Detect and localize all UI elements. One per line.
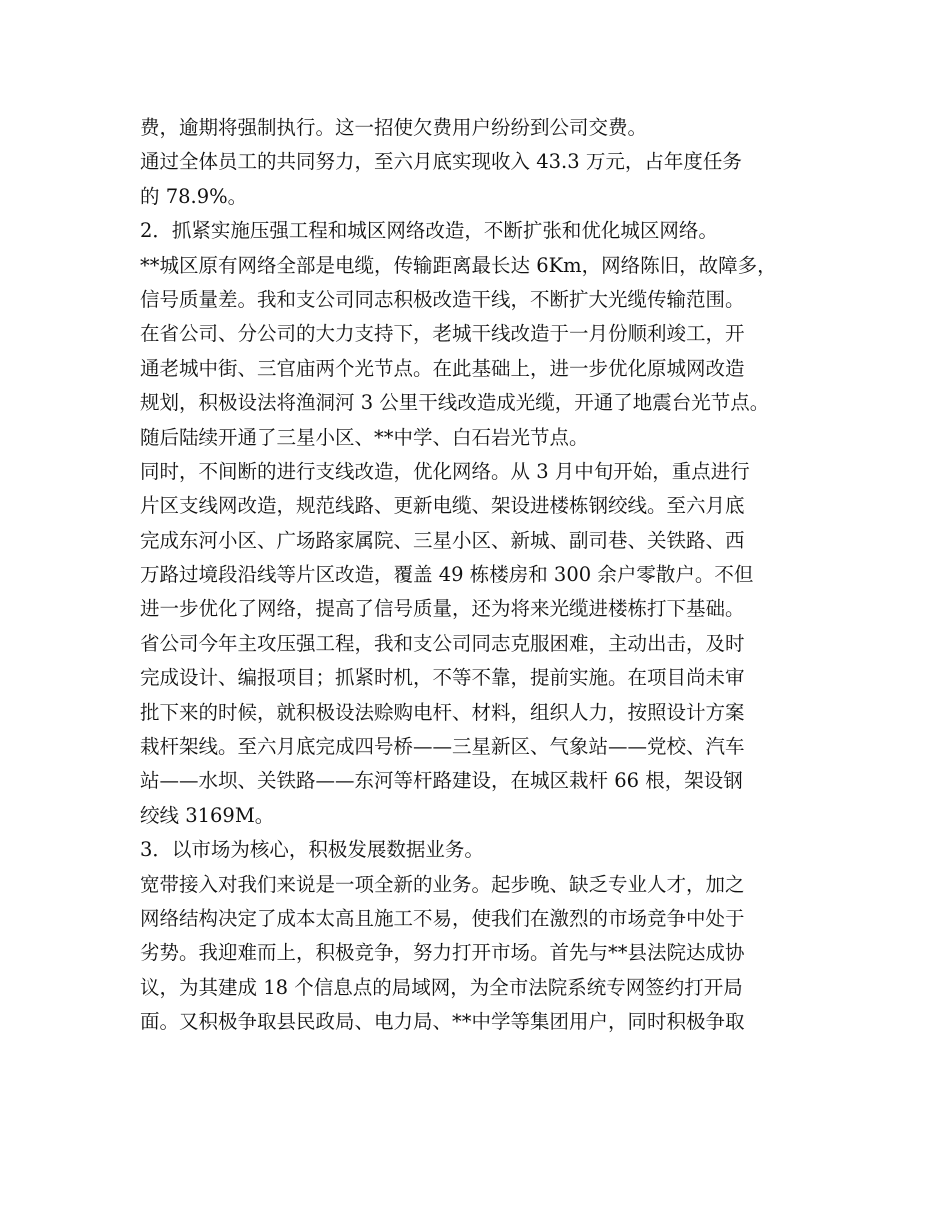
text-line: 信号质量差。我和支公司同志积极改造干线，不断扩大光缆传输范围。 bbox=[140, 287, 745, 311]
section-heading: 3．以市场为核心，积极发展数据业务。 bbox=[140, 838, 484, 862]
text-line: 随后陆续开通了三星小区、**中学、白石岩光节点。 bbox=[140, 425, 589, 449]
text-line: 绞线 3169M。 bbox=[140, 803, 275, 827]
text-line: 完成设计、编报项目；抓紧时机，不等不靠，提前实施。在项目尚未审 bbox=[140, 666, 745, 690]
text-line: 宽带接入对我们来说是一项全新的业务。起步晚、缺乏专业人才，加之 bbox=[140, 872, 745, 896]
text-line: 栽杆架线。至六月底完成四号桥——三星新区、气象站——党校、汽车 bbox=[140, 735, 745, 759]
body-text bbox=[140, 111, 840, 1040]
text-line: 规划，积极设法将渔洞河 3 公里干线改造成光缆，开通了地震台光节点。 bbox=[140, 391, 770, 415]
text-line: 同时，不间断的进行支线改造，优化网络。从 3 月中旬开始，重点进行 bbox=[140, 459, 750, 483]
text-line: 议，为其建成 18 个信息点的局域网，为全市法院系统专网签约打开局 bbox=[140, 975, 743, 999]
text-line: 的 78.9%。 bbox=[140, 184, 248, 208]
text-line: 在省公司、分公司的大力支持下，老城干线改造于一月份顺利竣工，开 bbox=[140, 322, 745, 346]
text-line: 片区支线网改造，规范线路、更新电缆、架设进楼栋钢绞线。至六月底 bbox=[140, 494, 745, 518]
text-line: **城区原有网络全部是电缆，传输距离最长达 6Km，网络陈旧，故障多， bbox=[140, 253, 777, 277]
text-line: 通老城中街、三官庙两个光节点。在此基础上，进一步优化原城网改造 bbox=[140, 356, 745, 380]
text-line: 省公司今年主攻压强工程，我和支公司同志克服困难，主动出击，及时 bbox=[140, 631, 745, 655]
text-line: 进一步优化了网络，提高了信号质量，还为将来光缆进楼栋打下基础。 bbox=[140, 597, 745, 621]
text-line: 完成东河小区、广场路家属院、三星小区、新城、副司巷、关铁路、西 bbox=[140, 528, 745, 552]
text-line: 站——水坝、关铁路——东河等杆路建设，在城区栽杆 66 根，架设钢 bbox=[140, 769, 743, 793]
section-heading: 2．抓紧实施压强工程和城区网络改造，不断扩张和优化城区网络。 bbox=[140, 219, 718, 243]
text-line: 面。又积极争取县民政局、电力局、**中学等集团用户，同时积极争取 bbox=[140, 1010, 745, 1034]
text-line: 网络结构决定了成本太高且施工不易，使我们在激烈的市场竞争中处于 bbox=[140, 906, 745, 930]
text-line: 劣势。我迎难而上，积极竞争，努力打开市场。首先与**县法院达成协 bbox=[140, 941, 745, 965]
text-line: 万路过境段沿线等片区改造，覆盖 49 栋楼房和 300 余户零散户。不但 bbox=[140, 563, 754, 587]
text-line: 批下来的时候，就积极设法赊购电杆、材料，组织人力，按照设计方案 bbox=[140, 700, 745, 724]
text-line: 通过全体员工的共同努力，至六月底实现收入 43.3 万元，占年度任务 bbox=[140, 150, 742, 174]
text-line: 费，逾期将强制执行。这一招使欠费用户纷纷到公司交费。 bbox=[140, 116, 648, 139]
